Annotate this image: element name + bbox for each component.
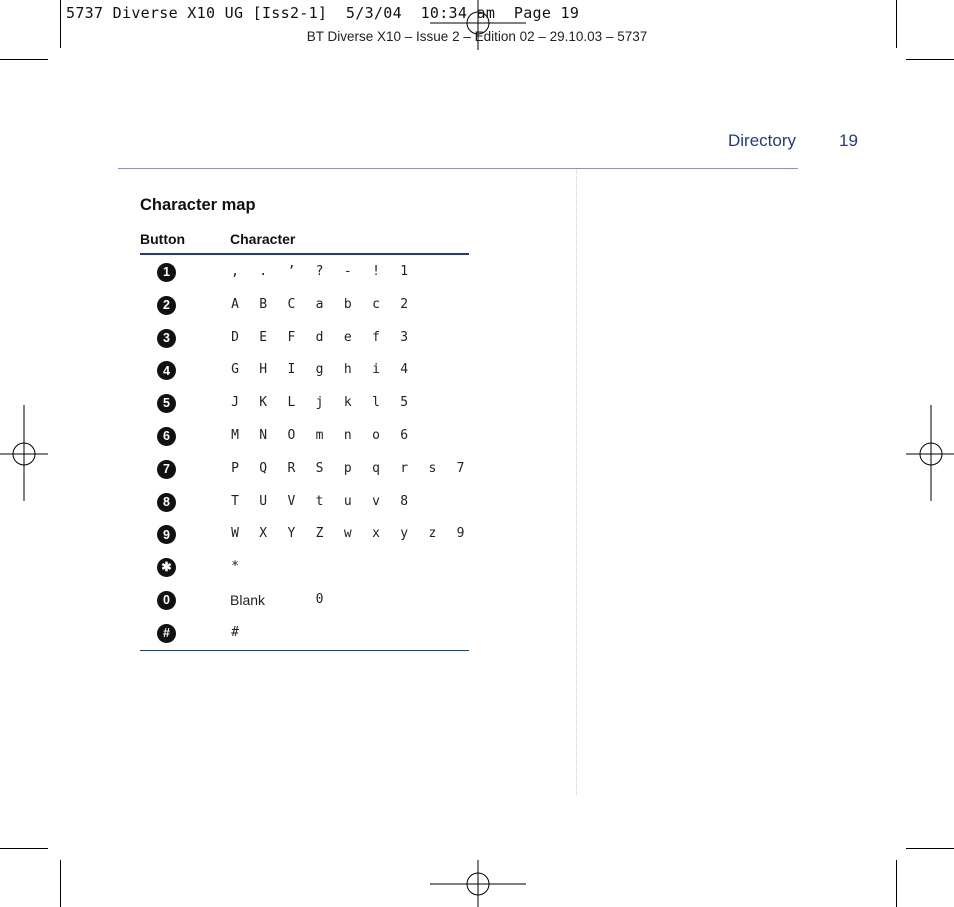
character: H [259, 362, 268, 378]
keypad-button-icon: 2 [157, 296, 176, 315]
character: ! [372, 264, 380, 279]
character: Z [315, 526, 324, 542]
crop-mark-tr-v [896, 0, 897, 48]
table-rule-bottom [140, 650, 469, 651]
character: m [315, 428, 324, 443]
table-rule-top [140, 253, 469, 255]
character: N [259, 428, 268, 443]
table-row [140, 460, 469, 493]
table-row [140, 558, 469, 591]
keypad-button-icon: 7 [157, 460, 176, 479]
character: L [287, 395, 296, 411]
character: o [372, 428, 380, 443]
registration-mark-right [906, 405, 954, 501]
character: p [343, 460, 352, 476]
character: j [315, 395, 324, 411]
table-row [140, 591, 469, 624]
table-row [140, 394, 469, 427]
character: i [372, 362, 380, 378]
character: C [287, 296, 296, 312]
character: t [315, 493, 324, 509]
character: V [287, 493, 296, 509]
keypad-button-icon: 1 [157, 263, 176, 282]
character: 0 [315, 592, 324, 607]
column-divider [576, 170, 577, 795]
character: s [428, 460, 437, 476]
character: v [372, 493, 380, 509]
character: R [287, 460, 296, 476]
character: y [400, 526, 409, 542]
character: 7 [456, 460, 465, 476]
keypad-button-icon: 0 [157, 591, 176, 610]
keypad-button-icon: 6 [157, 427, 176, 446]
registration-mark-left [0, 405, 48, 501]
character: u [343, 493, 352, 509]
table-row [140, 427, 469, 460]
character: 8 [400, 493, 409, 509]
table-row [140, 361, 469, 394]
character: I [287, 362, 296, 378]
character: S [315, 460, 324, 476]
character: n [343, 428, 352, 443]
character: ’ [287, 264, 296, 279]
character: 4 [400, 362, 409, 378]
character: W [231, 526, 239, 542]
registration-mark-top [430, 0, 526, 50]
keypad-button-icon: 4 [157, 361, 176, 380]
character: l [372, 395, 380, 411]
character: x [372, 526, 380, 542]
character: 9 [456, 526, 465, 542]
character: q [372, 460, 380, 476]
character: h [343, 362, 352, 378]
character: E [259, 329, 268, 345]
character: e [343, 329, 352, 345]
character: X [259, 526, 268, 542]
table-row [140, 525, 469, 558]
character: G [231, 362, 239, 378]
character: J [231, 395, 239, 411]
character: P [231, 460, 239, 476]
character: B [259, 296, 268, 312]
crop-mark-bl-h [0, 848, 48, 849]
section-title: Directory [728, 131, 797, 150]
character: z [428, 526, 437, 542]
character: Y [287, 526, 296, 542]
keypad-button-icon: 5 [157, 394, 176, 413]
character: O [287, 428, 296, 443]
character: 1 [400, 264, 409, 279]
header-rule [118, 168, 798, 169]
character: k [343, 395, 352, 411]
print-subslug: BT Diverse X10 – Issue 2 – Edition 02 – 29.10.03 – 5737 [306, 29, 648, 44]
column-header-button: Button [140, 231, 186, 247]
character: - [343, 264, 352, 279]
page-number: 19 [839, 131, 858, 150]
character: b [343, 296, 352, 312]
print-slug: 5737 Diverse X10 UG [Iss2-1] 5/3/04 10:34 am Page 19 [66, 4, 580, 22]
table-row [140, 263, 469, 296]
crop-mark-bl-v [60, 860, 61, 907]
crop-mark-tl-h [0, 59, 48, 60]
crop-mark-tr-h [906, 59, 954, 60]
keypad-button-icon: 8 [157, 493, 176, 512]
character: g [315, 362, 324, 378]
character: , [231, 264, 239, 279]
character: M [231, 428, 239, 443]
character: . [259, 264, 268, 279]
character: 2 [400, 296, 409, 312]
character: U [259, 493, 268, 509]
crop-mark-br-v [896, 860, 897, 907]
character: 6 [400, 428, 409, 443]
character: A [231, 296, 239, 312]
character: # [231, 624, 239, 640]
character: r [400, 460, 409, 476]
character: f [372, 329, 380, 345]
column-header-character: Character [230, 231, 296, 247]
keypad-button-icon: 3 [157, 329, 176, 348]
character: K [259, 395, 268, 411]
character: D [231, 329, 239, 345]
character: F [287, 329, 296, 345]
blank-label: Blank [230, 592, 266, 608]
keypad-button-icon: 9 [157, 525, 176, 544]
character: * [231, 559, 239, 575]
table-row [140, 624, 469, 657]
character: ? [315, 264, 324, 279]
table-row [140, 329, 469, 362]
registration-mark-bottom [430, 860, 526, 907]
character: a [315, 296, 324, 312]
character: w [343, 526, 352, 542]
character: T [231, 493, 239, 509]
character: Q [259, 460, 268, 476]
table-row [140, 296, 469, 329]
page-title: Character map [140, 196, 256, 214]
keypad-button-icon: # [157, 624, 176, 643]
character: d [315, 329, 324, 345]
character: 3 [400, 329, 409, 345]
crop-mark-br-h [906, 848, 954, 849]
keypad-button-icon: ✱ [157, 558, 176, 577]
table-row [140, 493, 469, 526]
character: c [372, 296, 380, 312]
character: 5 [400, 395, 409, 411]
crop-mark-tl-v [60, 0, 61, 48]
